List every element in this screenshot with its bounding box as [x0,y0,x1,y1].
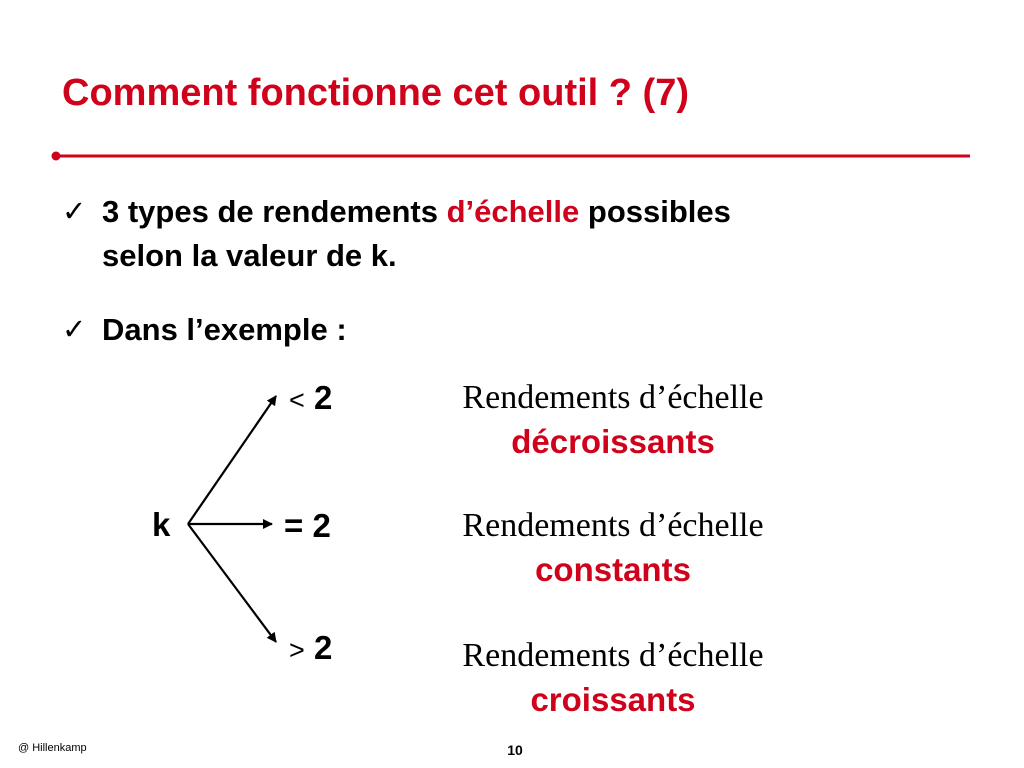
branch-symbol: > [289,635,305,665]
arrow-up [188,396,276,524]
result-line1: Rendements d’échelle [462,379,764,416]
branch-label-greater [289,628,332,670]
check-icon: ✓ [62,196,87,228]
result-line2: décroissants [511,423,715,460]
footer-author: @ Hillenkamp [18,742,87,754]
slide-title: Comment fonctionne cet outil ? (7) [62,72,689,114]
arrow-down [188,524,276,642]
bullet-text-part1: 3 types de rendements [102,194,447,229]
result-line2: croissants [530,681,696,718]
result-line1: Rendements d’échelle [462,507,764,544]
result-constants [392,504,834,592]
result-line2: constants [535,551,691,588]
branch-value: 2 [313,379,333,416]
branch-label-equal [284,506,331,546]
bullet-text-line2: selon la valeur de k. [102,238,397,273]
check-icon: ✓ [62,314,87,346]
branch-symbol: = [284,507,304,544]
bullet-text-highlight: d’échelle [446,194,580,229]
result-croissants [392,634,834,722]
result-line1: Rendements d’échelle [462,637,764,674]
bullet-text: Dans l’exemple : [102,312,347,347]
branch-value: 2 [313,629,333,666]
bullet-text-part2: possibles [579,194,731,229]
result-decroissants [392,376,834,464]
page-number: 10 [507,742,523,758]
branch-symbol: < [289,385,305,415]
diagram-source-k: k [152,506,171,543]
branch-value: 2 [312,507,331,544]
branch-label-less [289,378,332,420]
